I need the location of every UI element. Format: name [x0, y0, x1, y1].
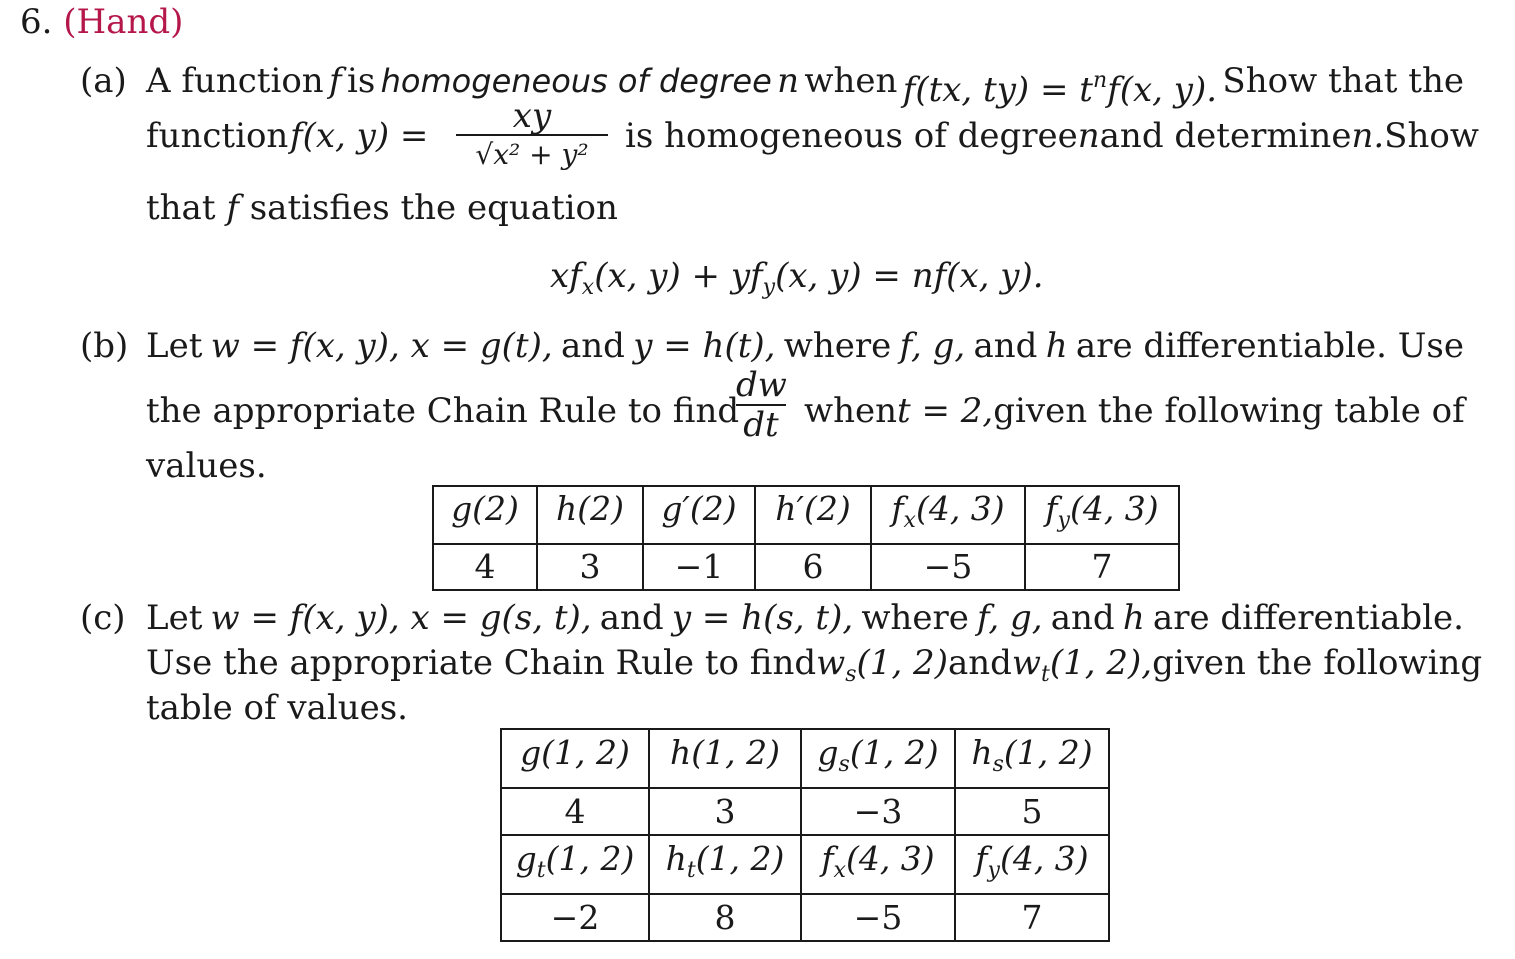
- math-expression: y = h(t),: [633, 326, 776, 366]
- part-b-text: where: [783, 326, 892, 366]
- fraction-dw-dt: [736, 366, 786, 444]
- table-header-cell: h(1, 2): [649, 729, 801, 788]
- math-ws: $w_s(1$, 2): [816, 643, 948, 687]
- table-header-cell: g′(2): [643, 486, 755, 544]
- math-expression: f, g,: [977, 598, 1043, 638]
- display-equation: $xf_x(x$, $y) + yf_y(x$, y) = nf(x, y).: [550, 256, 1044, 300]
- part-c-text: are differentiable.: [1152, 598, 1464, 638]
- part-a-function-word: function: [146, 116, 289, 156]
- table-cell: 3: [649, 788, 801, 835]
- table-cell: −5: [871, 544, 1025, 590]
- table-value-row: [501, 788, 1109, 835]
- math-expression: f, g,: [899, 326, 966, 366]
- table-header-cell: h′(2): [755, 486, 871, 544]
- math-n: n: [1077, 116, 1100, 156]
- part-a-text: A function: [146, 61, 324, 101]
- part-c-line-1: [146, 598, 1464, 638]
- part-c-text: Let: [146, 598, 203, 638]
- table-cell: 5: [955, 788, 1109, 835]
- part-b-line-2-rest: [804, 391, 1464, 431]
- fraction-xy-over-root: [456, 98, 608, 174]
- table-value-row: [433, 544, 1179, 590]
- table-c: [500, 728, 1110, 942]
- part-a-line-2-rest: [625, 116, 1479, 156]
- table-header-cell: $f_x(4$, 3): [871, 486, 1025, 544]
- table-header-cell: $f_y(4$, 3): [1025, 486, 1179, 544]
- math-expression: t = 2,: [897, 391, 994, 431]
- fraction-denominator: dt: [743, 405, 779, 445]
- part-c-text: and: [947, 643, 1012, 683]
- part-a-text: when: [804, 61, 898, 101]
- table-header-cell: $h_t(1$, 2): [649, 835, 801, 894]
- part-b-text: and: [560, 326, 625, 366]
- table-header-cell: $h_s(1$, 2): [955, 729, 1109, 788]
- math-n: n.: [1351, 116, 1385, 156]
- problem-tag: (Hand): [63, 2, 184, 42]
- part-b-text: given the following table of: [993, 391, 1465, 431]
- part-a-text: Show: [1384, 116, 1479, 156]
- math-n: n: [777, 61, 800, 101]
- part-a-line-3: that f satisfies the equation: [146, 188, 618, 228]
- part-b-text: and: [973, 326, 1038, 366]
- part-b-line-2-start: the appropriate Chain Rule to find: [146, 391, 740, 431]
- table-header-row: [433, 486, 1179, 544]
- part-c-text: and: [1050, 598, 1115, 638]
- table-cell: 4: [501, 788, 649, 835]
- part-b-line-1: [146, 326, 1464, 366]
- part-a-label: (a): [80, 61, 127, 101]
- part-c-text: given the following: [1152, 643, 1483, 683]
- table-cell: −3: [801, 788, 955, 835]
- part-c-label: (c): [80, 598, 126, 638]
- math-expression: w = f(x, y), x = g(s, t),: [210, 598, 592, 638]
- part-c-text: where: [861, 598, 969, 638]
- table-header-row: [501, 835, 1109, 894]
- part-b-text: Let: [146, 326, 203, 366]
- part-a-text: is: [346, 61, 376, 101]
- problem-number: 6.: [20, 2, 53, 42]
- table-cell: −5: [801, 894, 955, 941]
- table-header-row: [501, 729, 1109, 788]
- math-homogeneity-equation: f(tx, $ty) = t^nf(x$, y).: [902, 68, 1218, 110]
- table-header-cell: g(2): [433, 486, 537, 544]
- math-expression: w = f(x, y), x = g(t),: [210, 326, 553, 366]
- math-expression: h: [1122, 598, 1145, 638]
- part-c-text: Use the appropriate Chain Rule to find: [146, 643, 817, 683]
- math-expression: y = h(s, t),: [671, 598, 854, 638]
- part-c-line-3: table of values.: [146, 688, 408, 728]
- table-cell: −1: [643, 544, 755, 590]
- fraction-numerator: xy: [512, 96, 552, 136]
- table-b: [432, 485, 1180, 591]
- part-a-text: is homogeneous of degree: [625, 116, 1078, 156]
- emphasized-term: homogeneous of degree: [380, 62, 772, 100]
- table-cell: 7: [955, 894, 1109, 941]
- part-c-text: and: [599, 598, 664, 638]
- math-function-definition: f(x, y) =: [290, 116, 429, 156]
- problem-header: [20, 2, 183, 42]
- table-header-cell: $g_s(1$, 2): [801, 729, 955, 788]
- math-f: f: [329, 61, 342, 101]
- table-header-cell: h(2): [537, 486, 643, 544]
- table-header-cell: $g_t(1$, 2): [501, 835, 649, 894]
- part-a-text: and determine: [1099, 116, 1352, 156]
- part-b-text: when: [804, 391, 898, 431]
- table-cell: 4: [433, 544, 537, 590]
- part-b-label: (b): [80, 326, 129, 366]
- table-header-cell: g(1, 2): [501, 729, 649, 788]
- math-wt: $w_t(1$, 2),: [1011, 643, 1153, 687]
- table-header-cell: $f_y(4$, 3): [955, 835, 1109, 894]
- part-b-text: are differentiable. Use: [1075, 326, 1464, 366]
- table-cell: 8: [649, 894, 801, 941]
- table-cell: 7: [1025, 544, 1179, 590]
- math-expression: h: [1045, 326, 1068, 366]
- part-a-text: Show that the: [1222, 61, 1464, 101]
- table-cell: 3: [537, 544, 643, 590]
- part-a-line-1: [146, 61, 1464, 110]
- fraction-denominator: √x² + y²: [475, 138, 589, 171]
- table-cell: −2: [501, 894, 649, 941]
- part-b-line-3: values.: [146, 446, 267, 486]
- table-cell: 6: [755, 544, 871, 590]
- table-value-row: [501, 894, 1109, 941]
- table-header-cell: $f_x(4$, 3): [801, 835, 955, 894]
- fraction-numerator: dw: [736, 365, 787, 405]
